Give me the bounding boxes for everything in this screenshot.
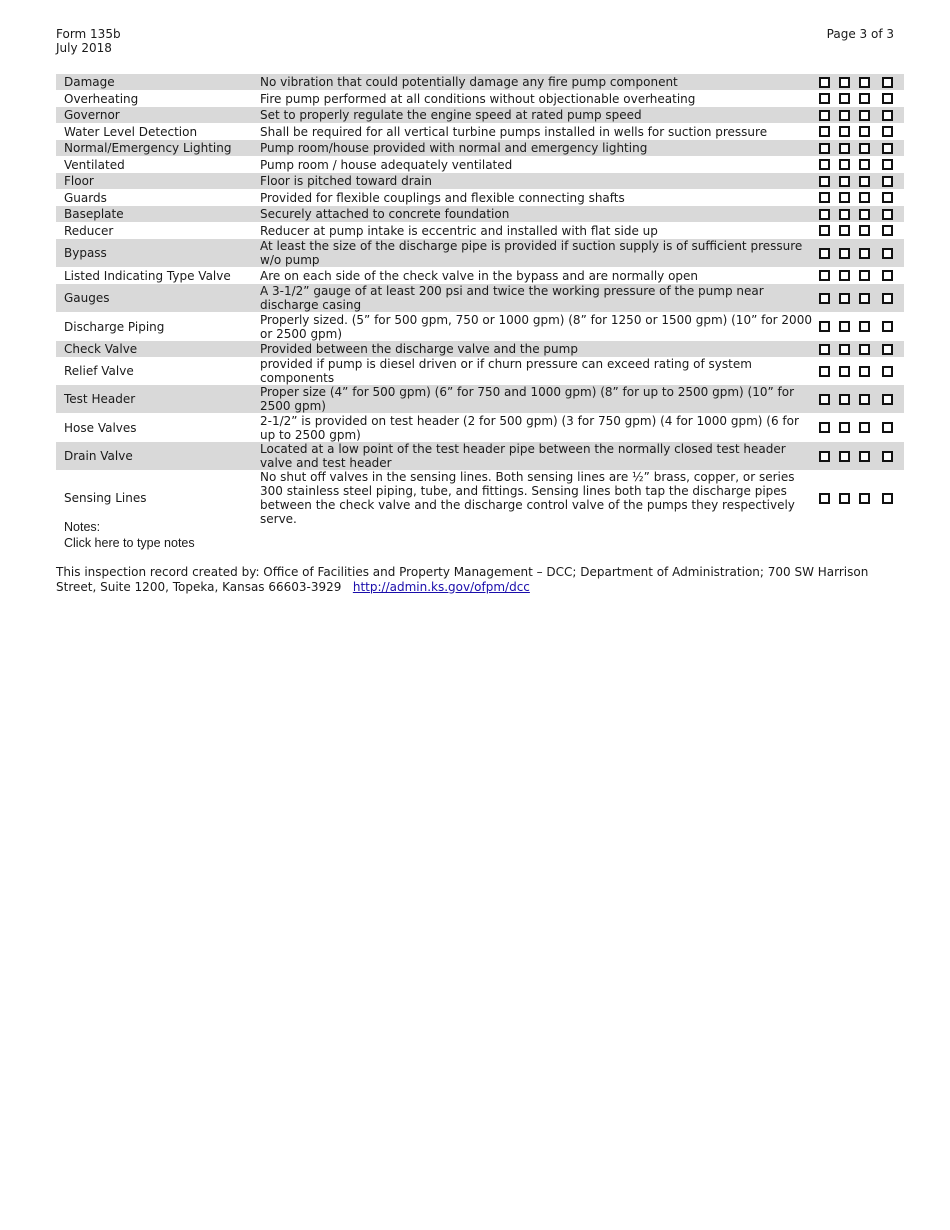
table-row	[56, 173, 904, 189]
item-label: Damage	[56, 74, 260, 90]
table-row	[56, 222, 904, 239]
table-row	[56, 413, 904, 442]
checkbox-2[interactable]	[839, 93, 850, 104]
item-label: Check Valve	[56, 341, 260, 357]
checkbox-1[interactable]	[819, 394, 830, 405]
checkbox-3[interactable]	[859, 293, 870, 304]
checkbox-4[interactable]	[882, 93, 893, 104]
checkbox-4[interactable]	[882, 321, 893, 332]
rating-checkboxes	[819, 385, 904, 413]
rating-checkboxes	[819, 284, 904, 312]
inspection-table	[56, 74, 904, 526]
item-description: Floor is pitched toward drain	[260, 173, 819, 189]
checkbox-3[interactable]	[859, 110, 870, 121]
checkbox-3[interactable]	[859, 176, 870, 187]
item-label: Guards	[64, 190, 107, 205]
checkbox-2[interactable]	[839, 110, 850, 121]
table-row	[56, 123, 904, 140]
checkbox-1[interactable]	[819, 248, 830, 259]
checkbox-3[interactable]	[859, 451, 870, 462]
checkbox-3[interactable]	[859, 366, 870, 377]
checkbox-3[interactable]	[859, 126, 870, 137]
rating-checkboxes	[819, 470, 904, 526]
notes-label: Notes:	[64, 520, 101, 534]
table-row	[56, 284, 904, 312]
checkbox-3[interactable]	[859, 394, 870, 405]
item-description: At least the size of the discharge pipe is provided if suction supply is of sufficient pressure w/o pump	[260, 239, 819, 267]
item-description: Pump room / house adequately ventilated	[260, 157, 513, 172]
item-label: Sensing Lines	[64, 491, 147, 505]
checkbox-1[interactable]	[819, 143, 830, 154]
checkbox-4[interactable]	[882, 126, 893, 137]
item-label: Floor	[56, 173, 260, 189]
checkbox-2[interactable]	[839, 293, 850, 304]
table-row	[56, 189, 904, 206]
checkbox-1[interactable]	[819, 192, 830, 203]
checkbox-2[interactable]	[839, 344, 850, 355]
table-row	[56, 206, 904, 222]
item-label: Drain Valve	[56, 442, 260, 470]
checkbox-3[interactable]	[859, 192, 870, 203]
checkbox-2[interactable]	[839, 366, 850, 377]
checkbox-1[interactable]	[819, 493, 830, 504]
table-row	[56, 239, 904, 267]
rating-checkboxes	[819, 239, 904, 267]
checkbox-1[interactable]	[819, 77, 830, 88]
item-description: Set to properly regulate the engine speed at rated pump speed	[260, 107, 819, 123]
item-label: Water Level Detection	[64, 124, 198, 139]
checkbox-2[interactable]	[839, 77, 850, 88]
checkbox-2[interactable]	[839, 394, 850, 405]
checkbox-1[interactable]	[819, 159, 830, 170]
checkbox-2[interactable]	[839, 192, 850, 203]
checkbox-2[interactable]	[839, 225, 850, 236]
table-row	[56, 267, 904, 284]
rating-checkboxes	[819, 123, 904, 140]
table-row	[56, 312, 904, 341]
table-row	[56, 107, 904, 123]
rating-checkboxes	[819, 312, 904, 341]
table-row	[56, 140, 904, 156]
checkbox-3[interactable]	[859, 225, 870, 236]
item-description: No vibration that could potentially damage any fire pump component	[260, 74, 819, 90]
checkbox-4[interactable]	[882, 293, 893, 304]
checkbox-1[interactable]	[819, 321, 830, 332]
checkbox-4[interactable]	[882, 394, 893, 405]
rating-checkboxes	[819, 140, 904, 156]
item-description: Reducer at pump intake is eccentric and installed with flat side up	[260, 223, 658, 238]
item-label: Bypass	[56, 239, 260, 267]
rating-checkboxes	[819, 357, 904, 385]
checkbox-1[interactable]	[819, 176, 830, 187]
rating-checkboxes	[819, 413, 904, 442]
item-label: Gauges	[56, 284, 260, 312]
checkbox-4[interactable]	[882, 77, 893, 88]
form-header	[56, 27, 121, 55]
table-row	[56, 385, 904, 413]
checkbox-2[interactable]	[839, 209, 850, 220]
item-description: Provided between the discharge valve and the pump	[260, 341, 819, 357]
checkbox-1[interactable]	[819, 293, 830, 304]
item-description: 2-1/2” is provided on test header (2 for 500 gpm) (3 for 750 gpm) (4 for 1000 gpm) (6 for up to 2500 gpm)	[260, 413, 799, 442]
checkbox-3[interactable]	[859, 270, 870, 281]
checkbox-3[interactable]	[859, 321, 870, 332]
item-description: Fire pump performed at all conditions without objectionable overheating	[260, 91, 696, 106]
rating-checkboxes	[819, 267, 904, 284]
notes-field[interactable]: Click here to type notes	[64, 536, 195, 550]
checkbox-1[interactable]	[819, 110, 830, 121]
item-label: Listed Indicating Type Valve	[64, 268, 231, 283]
item-label: Hose Valves	[64, 420, 137, 435]
notes-section	[64, 519, 195, 551]
item-description: Securely attached to concrete foundation	[260, 206, 819, 222]
table-row	[56, 341, 904, 357]
item-label: Overheating	[64, 91, 139, 106]
checkbox-4[interactable]	[882, 110, 893, 121]
checkbox-4[interactable]	[882, 248, 893, 259]
table-row	[56, 74, 904, 90]
checkbox-4[interactable]	[882, 143, 893, 154]
checkbox-1[interactable]	[819, 422, 830, 433]
checkbox-3[interactable]	[859, 344, 870, 355]
checkbox-4[interactable]	[882, 270, 893, 281]
item-description: Provided for flexible couplings and flexible connecting shafts	[260, 190, 625, 205]
checkbox-3[interactable]	[859, 143, 870, 154]
checkbox-4[interactable]	[882, 493, 893, 504]
checkbox-2[interactable]	[839, 422, 850, 433]
rating-checkboxes	[819, 189, 904, 206]
rating-checkboxes	[819, 156, 904, 173]
item-description: Located at a low point of the test header pipe between the normally closed test header valve and test header	[260, 442, 819, 470]
checkbox-4[interactable]	[882, 422, 893, 433]
item-description: Are on each side of the check valve in the bypass and are normally open	[260, 268, 699, 283]
item-description: Proper size (4” for 500 gpm) (6” for 750 and 1000 gpm) (8” for up to 2500 gpm) (10” for 2500 gpm)	[260, 385, 819, 413]
checkbox-1[interactable]	[819, 344, 830, 355]
checkbox-2[interactable]	[839, 493, 850, 504]
checkbox-1[interactable]	[819, 126, 830, 137]
checkbox-1[interactable]	[819, 209, 830, 220]
rating-checkboxes	[819, 222, 904, 239]
table-row	[56, 357, 904, 385]
checkbox-2[interactable]	[839, 176, 850, 187]
form-date: July 2018	[56, 41, 112, 55]
item-label: Test Header	[56, 385, 260, 413]
item-label: Baseplate	[56, 206, 260, 222]
item-description: provided if pump is diesel driven or if churn pressure can exceed rating of system components	[260, 357, 752, 385]
item-description: Shall be required for all vertical turbine pumps installed in wells for suction pressure	[260, 124, 768, 139]
item-label: Governor	[56, 107, 260, 123]
item-description: No shut off valves in the sensing lines. Both sensing lines are ½” brass, copper, or series 300 stainless steel piping, tube, and fittings. Sensing lines both tap the discharge pipes between the check valve and the discharge control valve of the pumps they respectively serve.	[260, 470, 795, 526]
rating-checkboxes	[819, 107, 904, 123]
checkbox-3[interactable]	[859, 422, 870, 433]
checkbox-2[interactable]	[839, 451, 850, 462]
rating-checkboxes	[819, 173, 904, 189]
checkbox-3[interactable]	[859, 159, 870, 170]
item-label: Normal/Emergency Lighting	[56, 140, 260, 156]
page-number: Page 3 of 3	[826, 27, 894, 41]
rating-checkboxes	[819, 341, 904, 357]
checkbox-1[interactable]	[819, 93, 830, 104]
table-row	[56, 90, 904, 107]
footer-text: This inspection record created by: Office of Facilities and Property Management – DCC; Department of Administration; 700 SW Harrison Street, Suite 1200, Topeka, Kansas 66603-3929	[56, 565, 869, 594]
checkbox-3[interactable]	[859, 93, 870, 104]
checkbox-3[interactable]	[859, 248, 870, 259]
table-row	[56, 442, 904, 470]
footer-link[interactable]: http://admin.ks.gov/ofpm/dcc	[352, 579, 530, 594]
rating-checkboxes	[819, 442, 904, 470]
checkbox-4[interactable]	[882, 192, 893, 203]
rating-checkboxes	[819, 74, 904, 90]
form-number: Form 135b	[56, 27, 121, 41]
item-label: Relief Valve	[64, 364, 134, 378]
item-description: Pump room/house provided with normal and emergency lighting	[260, 140, 819, 156]
checkbox-4[interactable]	[882, 344, 893, 355]
checkbox-4[interactable]	[882, 451, 893, 462]
checkbox-2[interactable]	[839, 126, 850, 137]
checkbox-2[interactable]	[839, 143, 850, 154]
checkbox-3[interactable]	[859, 493, 870, 504]
checkbox-1[interactable]	[819, 366, 830, 377]
checkbox-4[interactable]	[882, 209, 893, 220]
checkbox-2[interactable]	[839, 321, 850, 332]
checkbox-1[interactable]	[819, 451, 830, 462]
checkbox-3[interactable]	[859, 77, 870, 88]
table-row	[56, 470, 904, 526]
table-row	[56, 156, 904, 173]
checkbox-2[interactable]	[839, 270, 850, 281]
checkbox-2[interactable]	[839, 248, 850, 259]
checkbox-4[interactable]	[882, 366, 893, 377]
rating-checkboxes	[819, 90, 904, 107]
item-description: A 3-1/2” gauge of at least 200 psi and twice the working pressure of the pump near discharge casing	[260, 284, 819, 312]
checkbox-1[interactable]	[819, 225, 830, 236]
checkbox-4[interactable]	[882, 159, 893, 170]
checkbox-4[interactable]	[882, 176, 893, 187]
item-label: Ventilated	[64, 157, 125, 172]
item-description: Properly sized. (5” for 500 gpm, 750 or 1000 gpm) (8” for 1250 or 1500 gpm) (10” for 2000 or 2500 gpm)	[260, 312, 812, 341]
rating-checkboxes	[819, 206, 904, 222]
checkbox-4[interactable]	[882, 225, 893, 236]
item-label: Reducer	[64, 223, 114, 238]
footer-credits	[56, 565, 896, 594]
checkbox-1[interactable]	[819, 270, 830, 281]
item-label: Discharge Piping	[64, 319, 165, 334]
checkbox-3[interactable]	[859, 209, 870, 220]
checkbox-2[interactable]	[839, 159, 850, 170]
